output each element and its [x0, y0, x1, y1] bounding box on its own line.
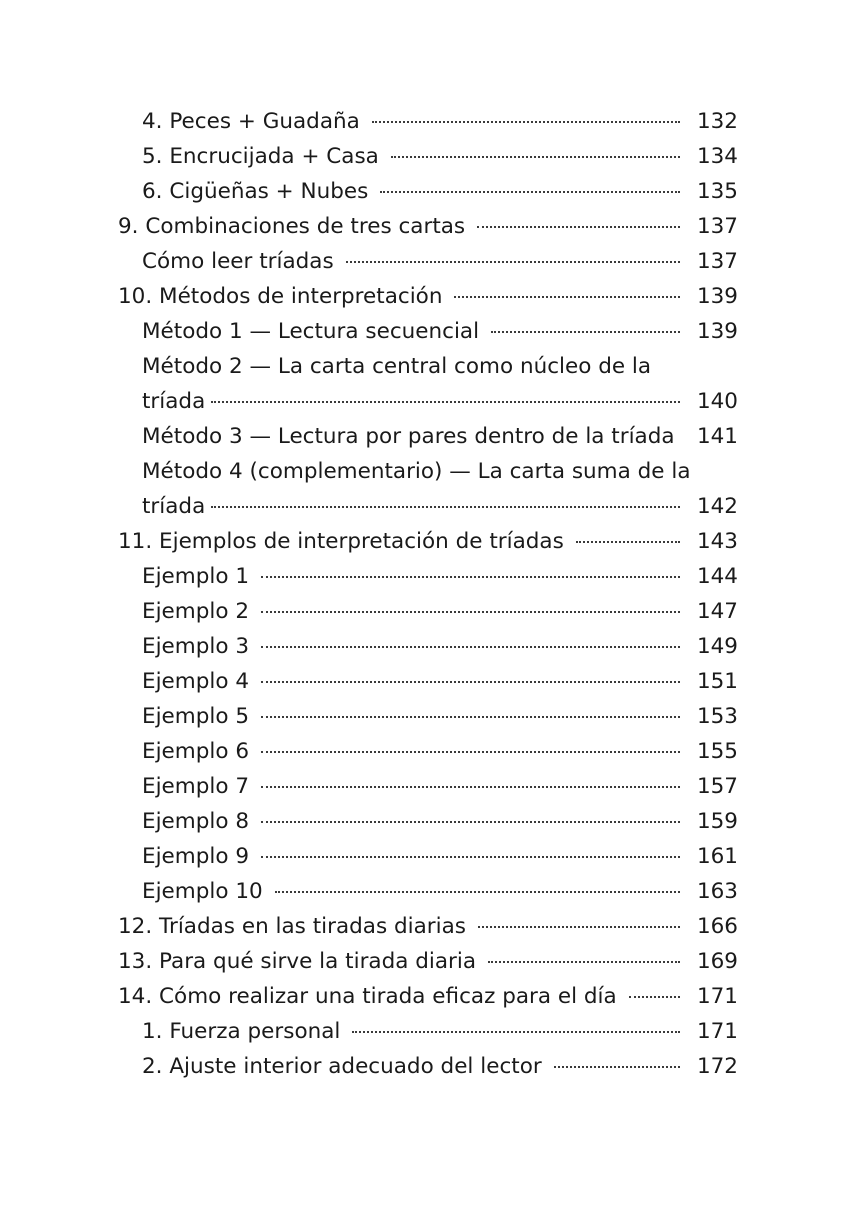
toc-entry-page: 141: [696, 424, 738, 449]
toc-entry-page: 151: [696, 669, 738, 694]
toc-entry-page: 163: [696, 879, 738, 904]
toc-leader-dots: [372, 120, 680, 123]
toc-entry-title: Método 1 — Lectura secuencial: [142, 319, 480, 344]
toc-entry[interactable]: [118, 629, 738, 664]
toc-entry-title-continuation: tríada: [142, 389, 206, 414]
toc-entry-page: 169: [696, 949, 738, 974]
toc-leader-dots: [211, 400, 680, 403]
toc-chapter[interactable]: [118, 909, 738, 944]
toc-entry-title: Ejemplo 4: [142, 669, 250, 694]
toc-entry-continuation[interactable]: [118, 489, 738, 524]
toc-entry-title: Ejemplo 1: [142, 564, 250, 589]
toc-leader-dots: [275, 890, 680, 893]
toc-entry-title: Cómo leer tríadas: [142, 249, 334, 274]
toc-entry-page: 139: [696, 319, 738, 344]
toc-entry[interactable]: [118, 1049, 738, 1084]
toc-entry[interactable]: [118, 454, 738, 489]
toc-leader-dots: [488, 960, 680, 963]
toc-chapter[interactable]: [118, 279, 738, 314]
toc-leader-dots: [261, 645, 680, 648]
toc-entry[interactable]: [118, 244, 738, 279]
toc-entry[interactable]: [118, 314, 738, 349]
toc-entry-title: Ejemplo 2: [142, 599, 250, 624]
toc-entry-title: Ejemplo 10: [142, 879, 263, 904]
toc-chapter[interactable]: [118, 944, 738, 979]
toc-entry[interactable]: [118, 559, 738, 594]
toc-leader-dots: [261, 750, 680, 753]
toc-entry-title: Método 2 — La carta central como núcleo de la: [142, 354, 652, 379]
toc-entry-title: Ejemplo 6: [142, 739, 250, 764]
toc-entry-title: 10. Métodos de interpretación: [118, 284, 443, 309]
toc-entry-page: 137: [696, 214, 738, 239]
toc-leader-dots: [261, 680, 680, 683]
toc-entry-page: 166: [696, 914, 738, 939]
toc-leader-dots: [261, 855, 680, 858]
toc-entry-page: 161: [696, 844, 738, 869]
toc-entry-title: Ejemplo 3: [142, 634, 250, 659]
toc-entry-title: 13. Para qué sirve la tirada diaria: [118, 949, 477, 974]
toc-leader-dots: [261, 820, 680, 823]
toc-entry[interactable]: [118, 839, 738, 874]
toc-entry-title: 2. Ajuste interior adecuado del lector: [142, 1054, 542, 1079]
toc-entry[interactable]: [118, 349, 738, 384]
toc-entry[interactable]: [118, 769, 738, 804]
toc-entry-title: Ejemplo 7: [142, 774, 250, 799]
toc-leader-dots: [380, 190, 680, 193]
toc-entry-page: 140: [696, 389, 738, 414]
toc-entry-title: 1. Fuerza personal: [142, 1019, 341, 1044]
toc-leader-dots: [261, 715, 680, 718]
toc-leader-dots: [352, 1030, 680, 1033]
toc-entry[interactable]: [118, 1014, 738, 1049]
toc-entry-title: 5. Encrucijada + Casa: [142, 144, 379, 169]
toc-leader-dots: [454, 295, 680, 298]
toc-leader-dots: [629, 995, 680, 998]
toc-entry[interactable]: [118, 664, 738, 699]
toc-entry-page: 157: [696, 774, 738, 799]
toc-entry-page: 137: [696, 249, 738, 274]
toc-entry-page: 159: [696, 809, 738, 834]
toc-entry[interactable]: [118, 419, 738, 454]
toc-entry-page: 144: [696, 564, 738, 589]
toc-entry-page: 147: [696, 599, 738, 624]
toc-entry[interactable]: [118, 174, 738, 209]
toc-entry[interactable]: [118, 804, 738, 839]
toc-entry-page: 153: [696, 704, 738, 729]
toc-entry-title: 14. Cómo realizar una tirada eficaz para el día: [118, 984, 617, 1009]
toc-leader-dots: [391, 155, 680, 158]
toc-entry-page: 171: [696, 984, 738, 1009]
toc-entry-title: 9. Combinaciones de tres cartas: [118, 214, 466, 239]
toc-entry-continuation[interactable]: [118, 384, 738, 419]
toc-entry-page: 155: [696, 739, 738, 764]
toc-leader-dots: [261, 785, 680, 788]
toc-chapter[interactable]: [118, 979, 738, 1014]
toc-entry-page: 132: [696, 109, 738, 134]
toc-entry-title: Método 4 (complementario) — La carta suma de la: [142, 459, 691, 484]
toc-entry[interactable]: [118, 699, 738, 734]
table-of-contents: [118, 104, 738, 1084]
toc-entry-page: 171: [696, 1019, 738, 1044]
toc-entry-page: 134: [696, 144, 738, 169]
toc-entry[interactable]: [118, 874, 738, 909]
toc-entry-title: Método 3 — Lectura por pares dentro de la tríada: [142, 424, 675, 449]
toc-leader-dots: [491, 330, 680, 333]
toc-entry-title-continuation: tríada: [142, 494, 206, 519]
toc-entry-page: 139: [696, 284, 738, 309]
toc-chapter[interactable]: [118, 524, 738, 559]
toc-entry-title: 11. Ejemplos de interpretación de tríadas: [118, 529, 564, 554]
toc-entry[interactable]: [118, 734, 738, 769]
toc-entry-title: Ejemplo 8: [142, 809, 250, 834]
toc-entry-title: Ejemplo 9: [142, 844, 250, 869]
toc-entry[interactable]: [118, 139, 738, 174]
toc-entry-title: Ejemplo 5: [142, 704, 250, 729]
toc-leader-dots: [261, 610, 680, 613]
toc-entry-page: 172: [696, 1054, 738, 1079]
toc-entry-title: 4. Peces + Guadaña: [142, 109, 360, 134]
toc-leader-dots: [346, 260, 680, 263]
toc-entry-page: 142: [696, 494, 738, 519]
toc-entry-page: 149: [696, 634, 738, 659]
toc-entry[interactable]: [118, 594, 738, 629]
toc-leader-dots: [477, 225, 680, 228]
toc-entry-title: 6. Cigüeñas + Nubes: [142, 179, 369, 204]
toc-entry-page: 135: [696, 179, 738, 204]
toc-entry[interactable]: [118, 104, 738, 139]
toc-leader-dots: [261, 575, 680, 578]
toc-entry-page: 143: [696, 529, 738, 554]
toc-leader-dots: [211, 505, 680, 508]
toc-leader-dots: [576, 540, 680, 543]
toc-chapter[interactable]: [118, 209, 738, 244]
toc-leader-dots: [478, 925, 680, 928]
toc-leader-dots: [554, 1065, 680, 1068]
toc-entry-title: 12. Tríadas en las tiradas diarias: [118, 914, 466, 939]
